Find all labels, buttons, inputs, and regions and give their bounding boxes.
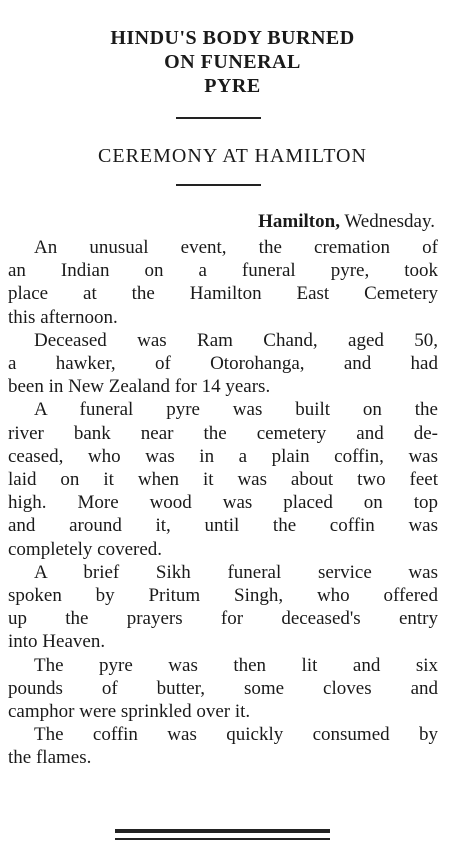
paragraph-line: a hawker, of Otorohanga, and had [8,353,438,375]
paragraph-line: Deceased was Ram Chand, aged 50, [34,329,438,351]
paragraph-line: The pyre was then lit and six [34,654,438,676]
paragraph-line: camphor were sprinkled over it. [8,701,251,723]
headline-line-3: PYRE [204,75,261,97]
paragraph-line: spoken by Pritum Singh, who offered [8,585,438,607]
headline-line-2: ON FUNERAL [164,51,301,73]
paragraph-line: this afternoon. [8,306,118,328]
dateline-place: Hamilton, [258,211,340,232]
paragraph-line: ceased, who was in a plain coffin, was [8,445,438,467]
end-rule-thin [115,838,330,840]
subheadline-divider [176,184,261,186]
paragraph-line: an Indian on a funeral pyre, took [8,260,438,282]
end-rule-thick [115,829,330,833]
paragraph-3 [8,398,438,560]
paragraph-line: completely covered. [8,538,163,560]
paragraph-line: up the prayers for deceased's entry [8,608,438,630]
paragraph-line: laid on it when it was about two feet [8,469,438,491]
paragraph-line: the flames. [8,747,92,769]
paragraph-line: An unusual event, the cremation of [34,237,438,258]
paragraph-line: A brief Sikh funeral service was [34,561,438,583]
headline-divider [176,117,261,119]
paragraph-line: river bank near the cemetery and de- [8,422,438,444]
paragraph-line: into Heaven. [8,631,106,653]
paragraph-5 [8,654,438,724]
paragraph-line: high. More wood was placed on top [8,492,438,514]
paragraph-line: place at the Hamilton East Cemetery [8,283,438,305]
article-body [8,236,438,770]
paragraph-line: pounds of butter, some cloves and [8,677,438,699]
paragraph-line: and around it, until the coffin was [8,515,438,537]
headline [0,26,465,98]
paragraph-4 [8,561,438,654]
paragraph-6 [8,723,438,769]
headline-line-1: HINDU'S BODY BURNED [110,27,355,49]
paragraph-2 [8,329,438,399]
paragraph-line: been in New Zealand for 14 years. [8,376,271,398]
dateline [258,210,435,234]
dateline-day: Wednesday. [344,211,435,232]
paragraph-line: A funeral pyre was built on the [34,399,438,421]
subheadline: CEREMONY AT HAMILTON [98,145,367,167]
paragraph-line: The coffin was quickly consumed by [34,724,438,746]
paragraph-1 [8,236,438,329]
